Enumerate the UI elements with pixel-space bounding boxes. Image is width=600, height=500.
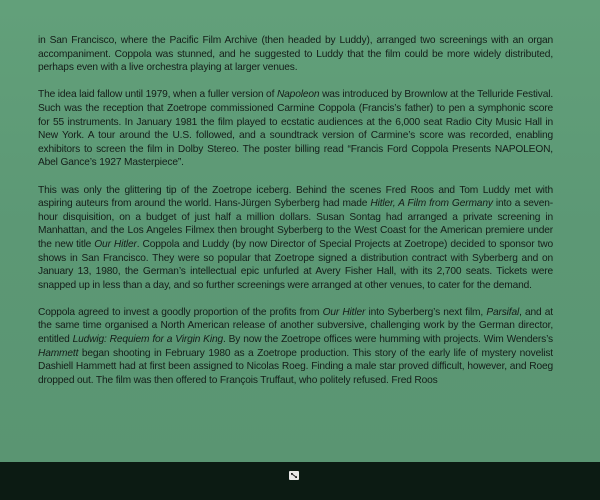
text-segment: . Coppola and Luddy (by now Director of Special Projects at Zoetrope) decided to sponsor two shows in San Francisco. They were so popular that Zoetrope signed a distribution contract with Syberberg and on January 13, 1980, the German’s intellectual epic unfurled at Avery Fisher Hall, with its 2,700 seats. Tickets were snapped up in less than a day, and so further screenings were arranged at other venues, to cater for the demand. xyxy=(38,238,553,291)
film-title-ludwig: Ludwig: Requiem for a Virgin King xyxy=(72,334,223,346)
text-segment: began shooting in February 1980 as a Zoetrope production. This story of the early life of mystery novelist Dashiell Hammett had at first been assigned to Nicolas Roeg. Finding a male star proved difficult, however, and Roeg dropped out. The film was then offered to François Truffaut, who politely refused. Fred Roos xyxy=(38,347,553,386)
film-title-our-hitler: Our Hitler xyxy=(94,238,137,250)
paragraph-1 xyxy=(38,34,553,75)
viewer-toolbar xyxy=(0,462,600,500)
film-title-our-hitler: Our Hitler xyxy=(322,306,366,318)
film-title-napoleon: Napoleon xyxy=(276,89,320,101)
text-segment: in San Francisco, where the Pacific Film Archive (then headed by Luddy), arranged two screenings with an organ accompaniment. Coppola was stunned, and he suggested to Luddy that the film could be more widely distributed, perhaps even with a live orchestra playing at larger venues. xyxy=(38,35,553,74)
text-segment: This was only the glittering tip of the Zoetrope iceberg. Behind the scenes Fred Roos and Tom Luddy met with aspiring auteurs from around the world. Hans-Jürgen Syberberg had made xyxy=(38,184,553,210)
film-title-parsifal: Parsifal xyxy=(486,306,520,318)
paragraph-3 xyxy=(38,184,553,293)
text-segment: The idea laid fallow until 1979, when a fuller version of xyxy=(38,89,277,101)
text-segment: , and at the same time organised a North American release of another subversive, challenging work by the German director, entitled xyxy=(38,306,553,346)
text-segment: Coppola agreed to invest a goodly proportion of the profits from xyxy=(38,306,323,318)
text-segment: . By now the Zoetrope offices were humming with projects. Wim Wenders’s xyxy=(222,334,553,346)
expand-arrows-icon xyxy=(290,472,298,479)
paragraph-4 xyxy=(38,306,553,388)
text-segment: into Syberberg’s next film, xyxy=(365,306,487,318)
film-title-hammett: Hammett xyxy=(38,347,79,359)
paragraph-2 xyxy=(38,88,553,170)
film-title-hitler: Hitler, A Film from Germany xyxy=(370,198,493,210)
text-segment: was introduced by Brownlow at the Telluride Festival. Such was the reception that Zoetrope commissioned Carmine Coppola (Francis’s father) to pen a symphonic score for 55 instruments. In January 1981 the film played to ecstatic audiences at the 6,000 seat Radio City Music Hall in New York. A tour around the U.S. followed, and a soundtrack version of Carmine’s score was recorded, enabling exhibitors to screen the film in Dolby Stereo. The poster billing read “Francis Ford Coppola Presents NAPOLEON, Abel Gance’s 1927 Masterpiece”. xyxy=(38,89,553,169)
text-segment: into a seven-hour disquisition, on a budget of just half a million dollars. Susan Sontag had arranged a private screening in Manhattan, and the Los Angeles Filmex then brought Syberberg to the West Coast for the American premiere under the new title xyxy=(38,198,553,250)
expand-button[interactable] xyxy=(289,471,299,480)
article-body xyxy=(38,34,553,401)
